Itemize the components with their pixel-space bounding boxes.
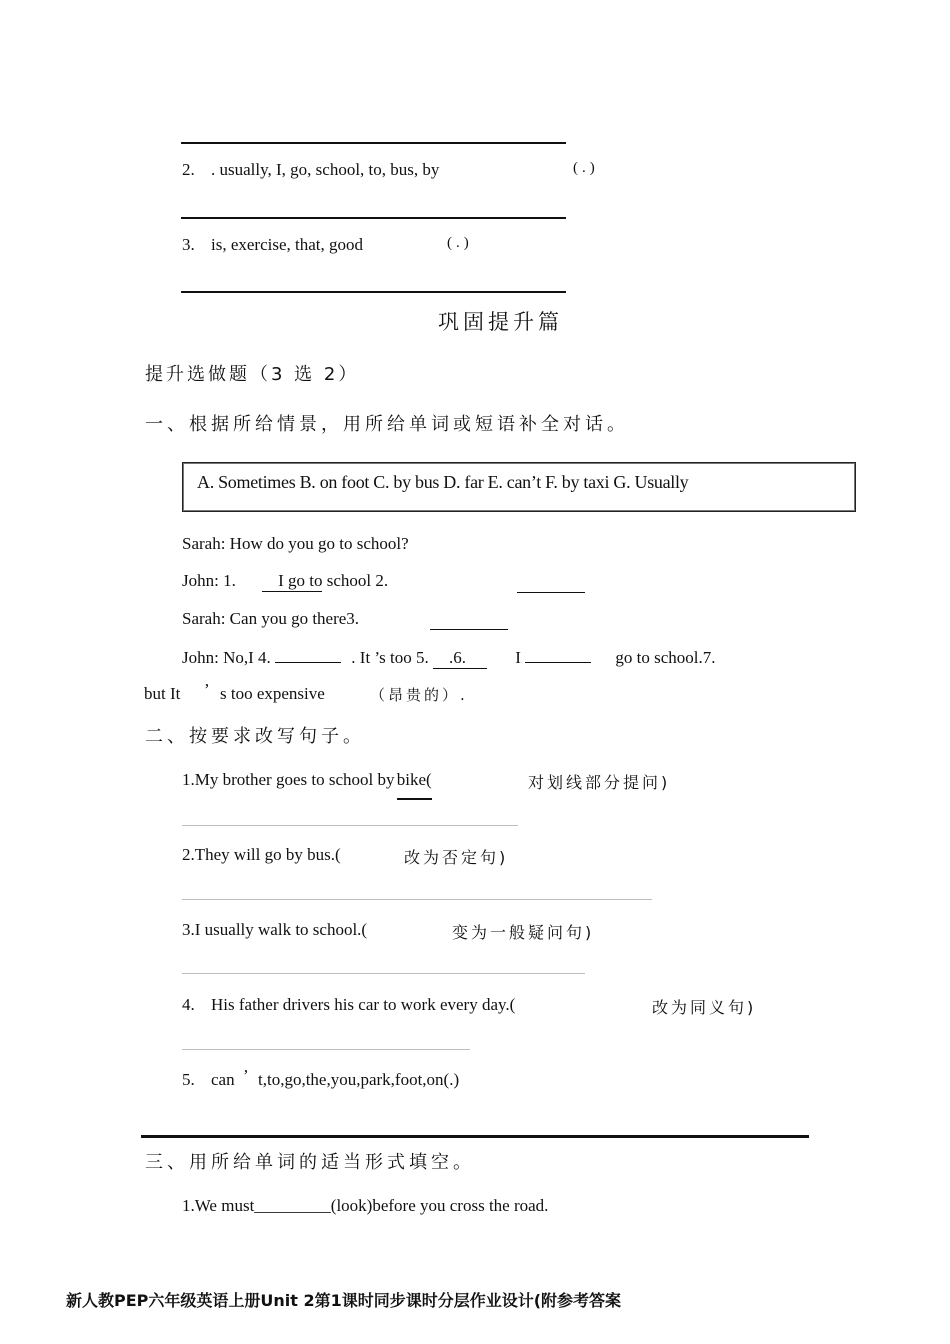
word-bank bbox=[182, 462, 856, 512]
answer-line bbox=[181, 217, 566, 219]
answer-line bbox=[182, 825, 518, 826]
rewrite-q1-text: 1.My brother goes to school by bbox=[182, 770, 395, 789]
rewrite-q4-number: 4. bbox=[182, 995, 195, 1014]
answer-line bbox=[182, 973, 585, 974]
item-3-text: is, exercise, that, good bbox=[211, 235, 364, 254]
rewrite-q1 bbox=[182, 770, 432, 800]
dialogue-line-2-speaker: John: 1. bbox=[182, 571, 236, 590]
fill-q1-rest: (look)before you cross the road. bbox=[330, 1196, 549, 1215]
dialogue-line-2-rest: school 2. bbox=[326, 571, 389, 590]
word-bank-text: A. Sometimes B. on foot C. by bus D. far E. can’t F. by taxi G. Usually bbox=[197, 472, 689, 492]
blank-2[interactable] bbox=[517, 576, 585, 593]
dialogue-line-4-end: go to school.7. bbox=[615, 648, 716, 667]
dialogue-line-4-speaker: John: No,I 4. bbox=[182, 648, 271, 667]
dialogue-line-3: Sarah: Can you go there3. bbox=[182, 609, 360, 628]
part3-heading: 三、用所给单词的适当形式填空。 bbox=[145, 1152, 475, 1173]
optional-heading: 提升选做题（3 选 2） bbox=[145, 364, 360, 385]
dialogue-line-5-b: ’ bbox=[204, 680, 210, 699]
blank-6[interactable] bbox=[525, 646, 591, 663]
item-3-number: 3. bbox=[182, 235, 195, 254]
part1-heading: 一、根据所给情景，用所给单词或短语补全对话。 bbox=[145, 414, 629, 435]
fill-q1-blank[interactable]: _________ bbox=[254, 1196, 331, 1215]
section-divider bbox=[141, 1135, 809, 1138]
rewrite-q5-number: 5. bbox=[182, 1070, 195, 1089]
rewrite-q4-instruction: 改为同义句) bbox=[652, 998, 757, 1017]
dialogue-line-4-mid: . It ’s too 5. bbox=[351, 648, 429, 667]
part2-heading: 二、按要求改写句子。 bbox=[145, 726, 365, 747]
underlined-answer: I go to bbox=[262, 571, 322, 592]
fill-q1 bbox=[182, 1196, 548, 1216]
underlined-word: bike( bbox=[397, 770, 432, 800]
rewrite-q5-b: ’ bbox=[243, 1066, 249, 1085]
dialogue-line-5-a: but It bbox=[144, 684, 181, 703]
answer-line bbox=[181, 142, 566, 144]
underlined-answer: .6. bbox=[433, 648, 487, 669]
rewrite-q5-c: t,to,go,the,you,park,foot,on(.) bbox=[258, 1070, 460, 1089]
dialogue-line-5-c: s too expensive bbox=[220, 684, 325, 703]
item-3-paren: (.) bbox=[447, 235, 473, 251]
blank-4[interactable] bbox=[275, 646, 341, 663]
rewrite-q2-instruction: 改为否定句) bbox=[404, 848, 509, 867]
dialogue-line-4-i: I bbox=[515, 648, 521, 667]
dialogue-line-1: Sarah: How do you go to school? bbox=[182, 534, 409, 553]
dialogue-line-5-d: （昂贵的）. bbox=[370, 686, 468, 704]
item-2-text: . usually, I, go, school, to, bus, by bbox=[211, 160, 440, 179]
blank-3[interactable] bbox=[430, 613, 508, 630]
answer-line bbox=[181, 291, 566, 293]
dialogue-line-2 bbox=[182, 571, 388, 592]
document-footer: 新人教PEP六年级英语上册Unit 2第1课时同步课时分层作业设计(附参考答案 bbox=[66, 1291, 622, 1310]
rewrite-q5-a: can bbox=[211, 1070, 235, 1089]
rewrite-q2: 2.They will go by bus.( bbox=[182, 845, 341, 864]
rewrite-q3-instruction: 变为一般疑问句) bbox=[452, 923, 595, 942]
fill-q1-text: 1.We must bbox=[182, 1196, 255, 1215]
answer-line bbox=[182, 1049, 470, 1050]
dialogue-line-4 bbox=[182, 646, 716, 669]
rewrite-q4: His father drivers his car to work every day.( bbox=[211, 995, 516, 1014]
section-title: 巩固提升篇 bbox=[438, 310, 563, 334]
rewrite-q3: 3.I usually walk to school.( bbox=[182, 920, 368, 939]
item-2-paren: (.) bbox=[573, 160, 599, 176]
answer-line bbox=[182, 899, 652, 900]
rewrite-q1-instruction: 对划线部分提问) bbox=[528, 773, 671, 792]
item-2-number: 2. bbox=[182, 160, 195, 179]
